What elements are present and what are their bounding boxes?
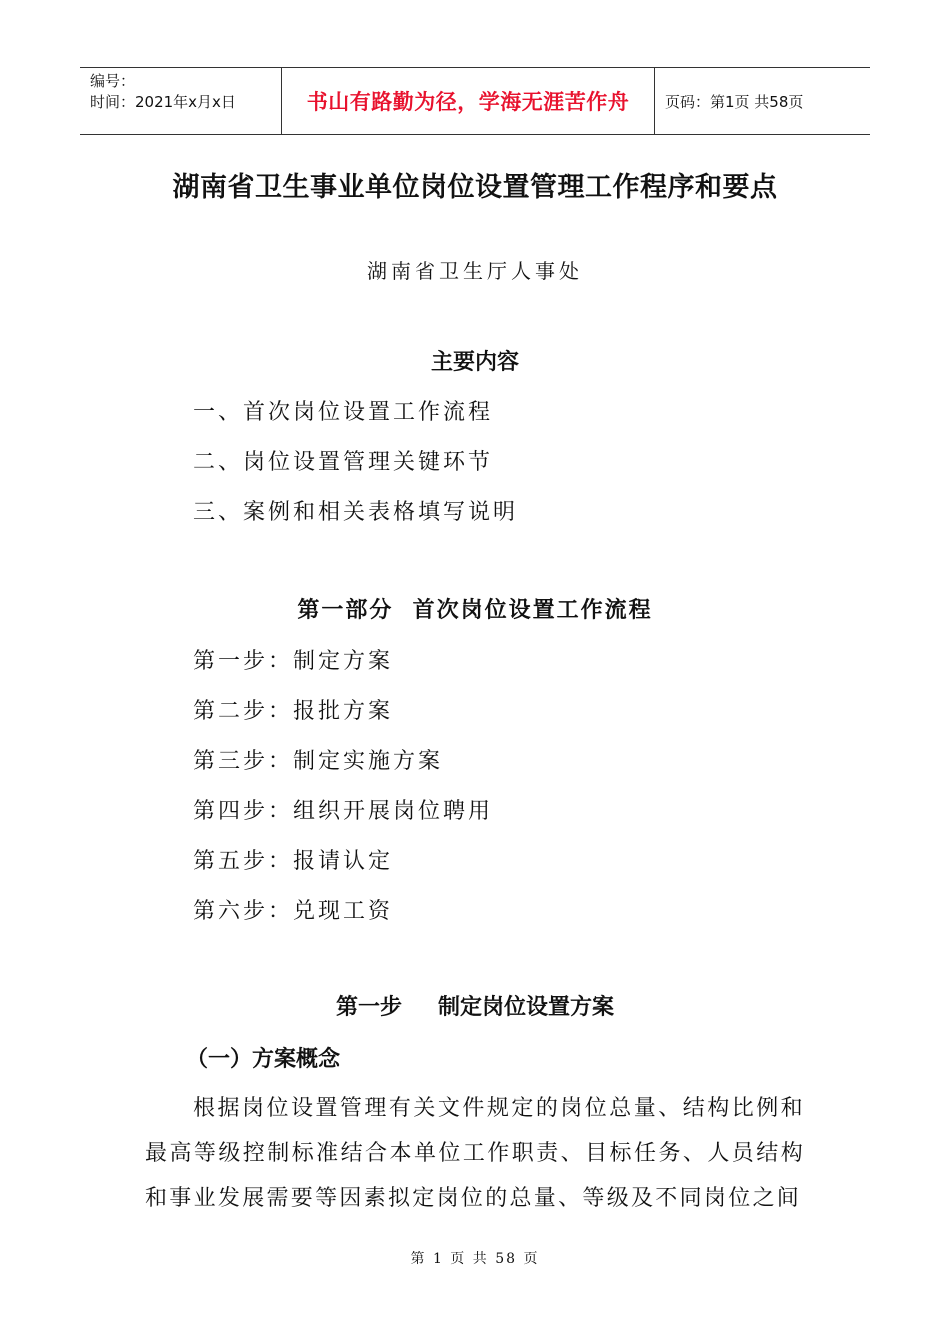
document-header xyxy=(80,67,870,135)
header-meta xyxy=(80,68,281,134)
header-motto: 书山有路勤为径，学海无涯苦作舟 xyxy=(281,68,655,134)
contents-item: 一、首次岗位设置工作流程 xyxy=(193,400,494,425)
step-list-item: 第三步：制定实施方案 xyxy=(193,749,444,774)
contents-item: 三、案例和相关表格填写说明 xyxy=(193,500,519,525)
step-one-label: 第一步 xyxy=(335,994,402,1020)
page-footer: 第 1 页 共 58 页 xyxy=(410,1251,540,1267)
part-one-heading: 第一部分 首次岗位设置工作流程 xyxy=(297,597,653,623)
concept-subheading: （一）方案概念 xyxy=(186,1046,341,1072)
step-list-item: 第二步：报批方案 xyxy=(193,699,394,724)
document-number-label: 编号： xyxy=(90,72,136,90)
step-list-item: 第五步：报请认定 xyxy=(193,849,394,874)
step-list-item: 第六步：兑现工资 xyxy=(193,899,394,924)
step-list-item: 第四步：组织开展岗位聘用 xyxy=(193,799,494,824)
contents-item: 二、岗位设置管理关键环节 xyxy=(193,450,494,475)
document-title: 湖南省卫生事业单位岗位设置管理工作程序和要点 xyxy=(172,172,778,203)
step-list-item: 第一步：制定方案 xyxy=(193,649,394,674)
step-one-title: 制定岗位设置方案 xyxy=(438,994,615,1020)
document-time-label: 时间：2021年x月x日 xyxy=(90,93,236,111)
concept-paragraph: 根据岗位设置管理有关文件规定的岗位总量、结构比例和最高等级控制标准结合本单位工作职责、目标任务、人员结构和事业发展需要等因素拟定岗位的总量、等级及不同岗位之间 xyxy=(145,1096,805,1211)
contents-heading: 主要内容 xyxy=(430,350,519,375)
document-subtitle: 湖南省卫生厅人事处 xyxy=(367,259,583,283)
step-one-heading xyxy=(0,990,950,1021)
header-page-info: 页码：第1页 共58页 xyxy=(665,92,804,111)
